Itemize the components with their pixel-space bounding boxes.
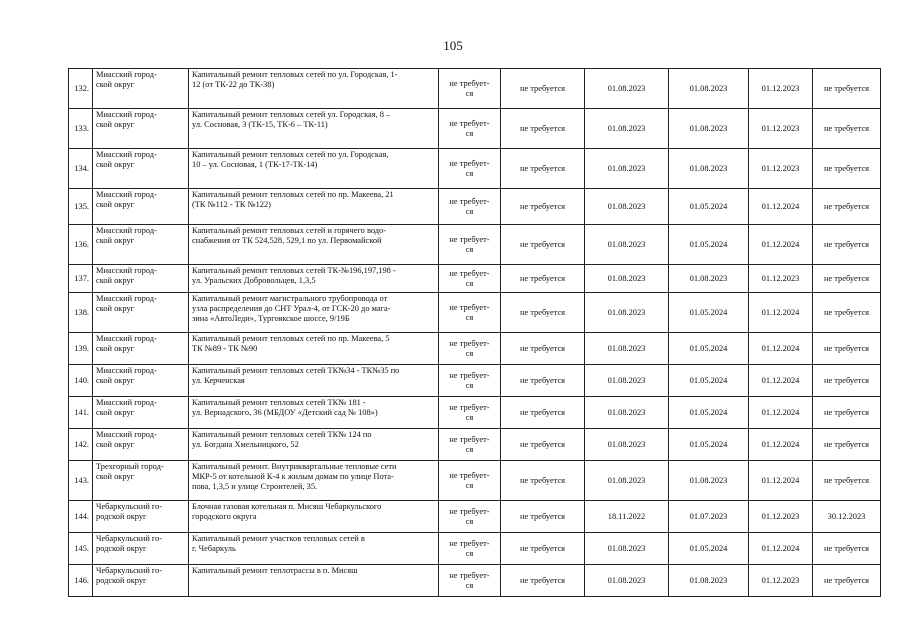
district-cell: Чебаркульский го- родской округ <box>93 565 189 597</box>
finish-date-cell: 01.05.2024 <box>669 189 749 225</box>
work-description-cell: Капитальный ремонт тепловых сетей и горячего водо- снабжения от ТК 524,528, 529,1 по ул. Первомайской <box>189 225 439 265</box>
requirement-cell: не требует- ся <box>439 109 501 149</box>
row-number: 134. <box>69 149 93 189</box>
row-number: 146. <box>69 565 93 597</box>
row-number: 137. <box>69 265 93 293</box>
finish-date-cell: 01.05.2024 <box>669 293 749 333</box>
row-number: 144. <box>69 501 93 533</box>
deadline-cell: не требуется <box>813 565 881 597</box>
requirement-cell: не требует- ся <box>439 333 501 365</box>
table-body <box>69 69 881 597</box>
table-row <box>69 109 881 149</box>
commissioning-date-cell: 01.12.2023 <box>749 501 813 533</box>
district-cell: Миасский город- ской округ <box>93 265 189 293</box>
table-row <box>69 225 881 265</box>
commissioning-date-cell: 01.12.2023 <box>749 69 813 109</box>
requirement-status-cell: не требуется <box>501 397 585 429</box>
district-cell: Трехгорный город- ской округ <box>93 461 189 501</box>
finish-date-cell: 01.08.2023 <box>669 461 749 501</box>
row-number: 142. <box>69 429 93 461</box>
finish-date-cell: 01.05.2024 <box>669 333 749 365</box>
finish-date-cell: 01.08.2023 <box>669 565 749 597</box>
row-number: 145. <box>69 533 93 565</box>
start-date-cell: 01.08.2023 <box>585 109 669 149</box>
requirement-cell: не требует- ся <box>439 69 501 109</box>
work-description-cell: Капитальный ремонт тепловых сетей по ул. Городская, 10 – ул. Сосновая, 1 (ТК-17-ТК-14) <box>189 149 439 189</box>
start-date-cell: 01.08.2023 <box>585 225 669 265</box>
work-description-cell: Капитальный ремонт тепловых сетей ТК№ 124 по ул. Богдана Хмельницкого, 52 <box>189 429 439 461</box>
table-row <box>69 397 881 429</box>
requirement-cell: не требует- ся <box>439 149 501 189</box>
work-description-cell: Капитальный ремонт. Внутриквартальные тепловые сети МКР-5 от котельной К-4 к жилым домам по улице Пота- пова, 1,3,5 и улице Строителей, 35. <box>189 461 439 501</box>
work-description-cell: Капитальный ремонт тепловых сетей ТК№34 - ТК№35 по ул. Керченская <box>189 365 439 397</box>
finish-date-cell: 01.05.2024 <box>669 225 749 265</box>
start-date-cell: 01.08.2023 <box>585 189 669 225</box>
finish-date-cell: 01.05.2024 <box>669 533 749 565</box>
row-number: 132. <box>69 69 93 109</box>
commissioning-date-cell: 01.12.2024 <box>749 429 813 461</box>
requirement-status-cell: не требуется <box>501 189 585 225</box>
requirement-cell: не требует- ся <box>439 565 501 597</box>
work-description-cell: Капитальный ремонт тепловых сетей по ул. Городская, 1- 12 (от ТК-22 до ТК-38) <box>189 69 439 109</box>
deadline-cell: не требуется <box>813 189 881 225</box>
district-cell: Миасский город- ской округ <box>93 225 189 265</box>
start-date-cell: 01.08.2023 <box>585 533 669 565</box>
table-row <box>69 565 881 597</box>
table-row <box>69 189 881 225</box>
requirement-cell: не требует- ся <box>439 189 501 225</box>
start-date-cell: 18.11.2022 <box>585 501 669 533</box>
finish-date-cell: 01.08.2023 <box>669 149 749 189</box>
deadline-cell: не требуется <box>813 149 881 189</box>
start-date-cell: 01.08.2023 <box>585 265 669 293</box>
table-row <box>69 365 881 397</box>
requirement-status-cell: не требуется <box>501 69 585 109</box>
start-date-cell: 01.08.2023 <box>585 429 669 461</box>
table-row <box>69 69 881 109</box>
deadline-cell: не требуется <box>813 225 881 265</box>
district-cell: Чебаркульский го- родской округ <box>93 501 189 533</box>
district-cell: Миасский город- ской округ <box>93 69 189 109</box>
deadline-cell: не требуется <box>813 293 881 333</box>
table-row <box>69 429 881 461</box>
work-description-cell: Капитальный ремонт тепловых сетей по пр. Макеева, 21 (ТК №112 - ТК №122) <box>189 189 439 225</box>
district-cell: Миасский город- ской округ <box>93 149 189 189</box>
row-number: 139. <box>69 333 93 365</box>
requirement-cell: не требует- ся <box>439 501 501 533</box>
commissioning-date-cell: 01.12.2023 <box>749 565 813 597</box>
district-cell: Чебаркульский го- родской округ <box>93 533 189 565</box>
commissioning-date-cell: 01.12.2024 <box>749 293 813 333</box>
deadline-cell: не требуется <box>813 365 881 397</box>
finish-date-cell: 01.05.2024 <box>669 365 749 397</box>
deadline-cell: 30.12.2023 <box>813 501 881 533</box>
table-row <box>69 461 881 501</box>
deadline-cell: не требуется <box>813 333 881 365</box>
district-cell: Миасский город- ской округ <box>93 109 189 149</box>
requirement-status-cell: не требуется <box>501 225 585 265</box>
deadline-cell: не требуется <box>813 461 881 501</box>
commissioning-date-cell: 01.12.2024 <box>749 333 813 365</box>
table-row <box>69 333 881 365</box>
district-cell: Миасский город- ской округ <box>93 365 189 397</box>
district-cell: Миасский город- ской округ <box>93 397 189 429</box>
work-description-cell: Капитальный ремонт тепловых сетей ТК№ 181 - ул. Вернадского, 36 (МБДОУ «Детский сад № 108») <box>189 397 439 429</box>
finish-date-cell: 01.08.2023 <box>669 265 749 293</box>
table-row <box>69 293 881 333</box>
requirement-status-cell: не требуется <box>501 461 585 501</box>
start-date-cell: 01.08.2023 <box>585 397 669 429</box>
deadline-cell: не требуется <box>813 429 881 461</box>
requirement-status-cell: не требуется <box>501 149 585 189</box>
requirement-status-cell: не требуется <box>501 293 585 333</box>
requirement-cell: не требует- ся <box>439 365 501 397</box>
deadline-cell: не требуется <box>813 397 881 429</box>
commissioning-date-cell: 01.12.2024 <box>749 365 813 397</box>
work-description-cell: Капитальный ремонт участков тепловых сетей в г. Чебаркуль <box>189 533 439 565</box>
row-number: 133. <box>69 109 93 149</box>
work-description-cell: Капитальный ремонт тепловых сетей ТК-№196,197,198 - ул. Уральских Добровольцев, 1,3,5 <box>189 265 439 293</box>
requirement-cell: не требует- ся <box>439 293 501 333</box>
commissioning-date-cell: 01.12.2024 <box>749 461 813 501</box>
start-date-cell: 01.08.2023 <box>585 333 669 365</box>
requirement-status-cell: не требуется <box>501 565 585 597</box>
commissioning-date-cell: 01.12.2023 <box>749 149 813 189</box>
requirement-cell: не требует- ся <box>439 533 501 565</box>
table-row <box>69 533 881 565</box>
commissioning-date-cell: 01.12.2024 <box>749 397 813 429</box>
page-number: 105 <box>443 38 463 53</box>
work-description-cell: Капитальный ремонт магистрального трубопровода от узла распределения до СНТ Урал-4, от ГСК-20 до мага- зина «АвтоЛеди», Тургоякское шоссе, 9/19Б <box>189 293 439 333</box>
requirement-status-cell: не требуется <box>501 365 585 397</box>
row-number: 135. <box>69 189 93 225</box>
requirement-status-cell: не требуется <box>501 265 585 293</box>
row-number: 143. <box>69 461 93 501</box>
commissioning-date-cell: 01.12.2024 <box>749 533 813 565</box>
row-number: 138. <box>69 293 93 333</box>
work-description-cell: Блочная газовая котельная п. Мисяш Чебаркульского городского округа <box>189 501 439 533</box>
deadline-cell: не требуется <box>813 109 881 149</box>
commissioning-date-cell: 01.12.2024 <box>749 189 813 225</box>
district-cell: Миасский город- ской округ <box>93 429 189 461</box>
requirement-status-cell: не требуется <box>501 429 585 461</box>
row-number: 140. <box>69 365 93 397</box>
row-number: 136. <box>69 225 93 265</box>
start-date-cell: 01.08.2023 <box>585 69 669 109</box>
start-date-cell: 01.08.2023 <box>585 293 669 333</box>
start-date-cell: 01.08.2023 <box>585 565 669 597</box>
requirement-status-cell: не требуется <box>501 109 585 149</box>
start-date-cell: 01.08.2023 <box>585 461 669 501</box>
row-number: 141. <box>69 397 93 429</box>
requirement-cell: не требует- ся <box>439 429 501 461</box>
finish-date-cell: 01.08.2023 <box>669 109 749 149</box>
deadline-cell: не требуется <box>813 69 881 109</box>
finish-date-cell: 01.08.2023 <box>669 69 749 109</box>
finish-date-cell: 01.05.2024 <box>669 397 749 429</box>
requirement-status-cell: не требуется <box>501 501 585 533</box>
district-cell: Миасский город- ской округ <box>93 333 189 365</box>
requirement-status-cell: не требуется <box>501 333 585 365</box>
work-description-cell: Капитальный ремонт тепловых сетей по пр. Макеева, 5 ТК №89 - ТК №90 <box>189 333 439 365</box>
requirement-status-cell: не требуется <box>501 533 585 565</box>
start-date-cell: 01.08.2023 <box>585 365 669 397</box>
finish-date-cell: 01.05.2024 <box>669 429 749 461</box>
commissioning-date-cell: 01.12.2023 <box>749 265 813 293</box>
requirement-cell: не требует- ся <box>439 461 501 501</box>
work-description-cell: Капитальный ремонт тепловых сетей ул. Городская, 8 – ул. Сосновая, 3 (ТК-15, ТК-6 – ТК-11) <box>189 109 439 149</box>
finish-date-cell: 01.07.2023 <box>669 501 749 533</box>
commissioning-date-cell: 01.12.2023 <box>749 109 813 149</box>
deadline-cell: не требуется <box>813 265 881 293</box>
work-description-cell: Капитальный ремонт теплотрассы в п. Мисяш <box>189 565 439 597</box>
requirement-cell: не требует- ся <box>439 225 501 265</box>
table-row <box>69 501 881 533</box>
requirement-cell: не требует- ся <box>439 397 501 429</box>
heat-network-repair-table <box>68 68 881 597</box>
deadline-cell: не требуется <box>813 533 881 565</box>
requirement-cell: не требует- ся <box>439 265 501 293</box>
district-cell: Миасский город- ской округ <box>93 189 189 225</box>
district-cell: Миасский город- ской округ <box>93 293 189 333</box>
start-date-cell: 01.08.2023 <box>585 149 669 189</box>
table-row <box>69 265 881 293</box>
commissioning-date-cell: 01.12.2024 <box>749 225 813 265</box>
table-row <box>69 149 881 189</box>
